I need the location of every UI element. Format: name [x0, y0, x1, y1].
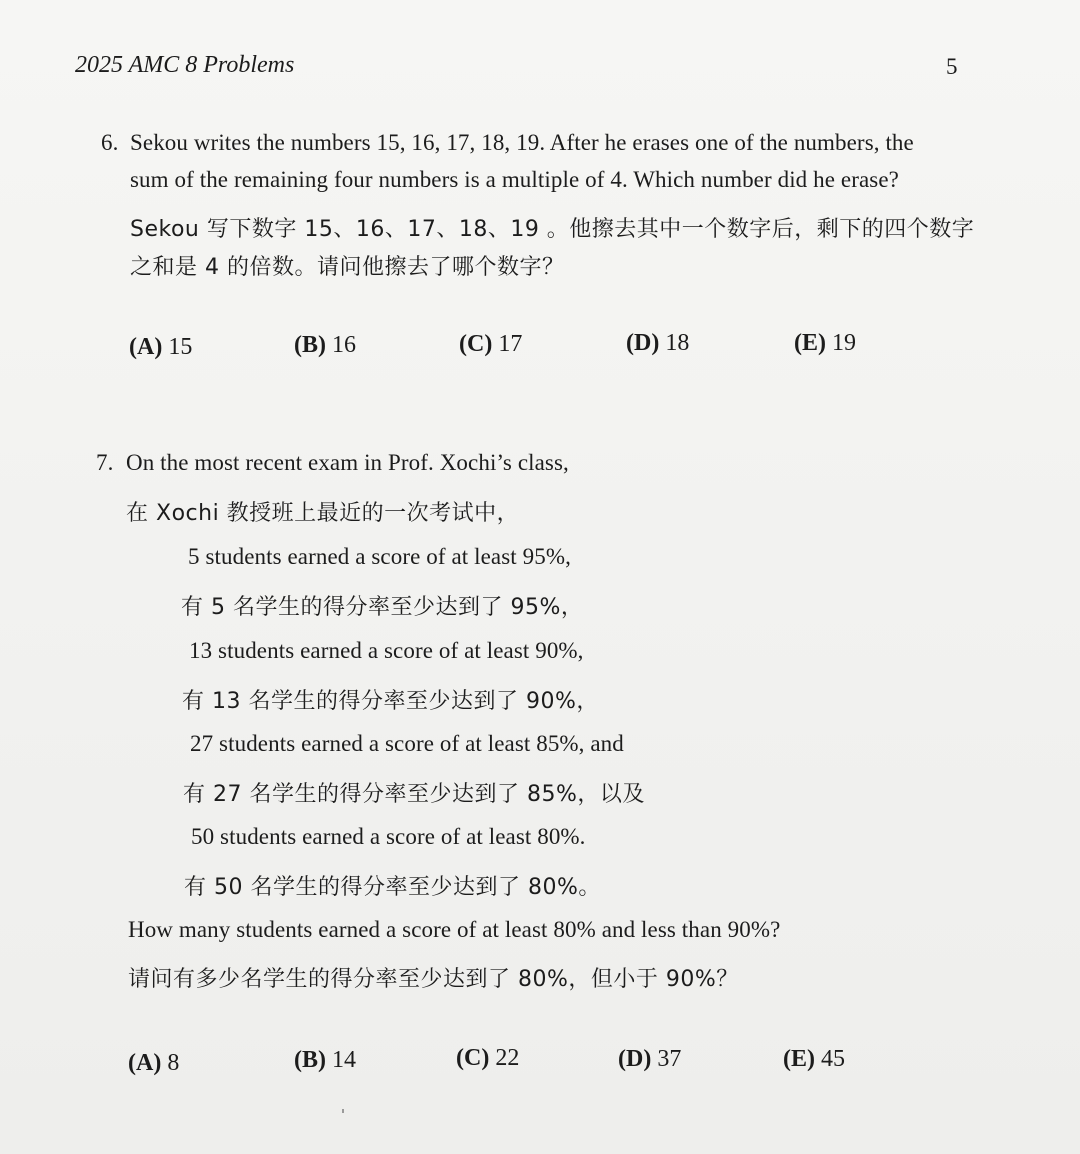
choice-letter: (A) — [128, 1050, 162, 1076]
problem-7-choice-e — [783, 1046, 845, 1073]
problem-7-item-2-translation: 有 13 名学生的得分率至少达到了 90%， — [182, 689, 599, 714]
problem-7-choice-b — [294, 1047, 356, 1074]
problem-6-text-line-1: Sekou writes the numbers 15, 16, 17, 18, 19. After he erases one of the numbers, the — [130, 130, 914, 155]
problem-7-intro: On the most recent exam in Prof. Xochi’s class, — [126, 450, 569, 475]
problem-6-translation-line-1: Sekou 写下数字 15、16、17、18、19 。他擦去其中一个数字后，剩下的四个数字 — [130, 217, 975, 242]
problem-6-translation-line-2: 之和是 4 的倍数。请问他擦去了哪个数字？ — [130, 255, 565, 280]
problem-6-choice-b — [294, 332, 356, 359]
problem-7-number: 7. — [96, 450, 114, 475]
problem-7-choice-d — [618, 1046, 681, 1073]
problem-7-item-3-translation: 有 27 名学生的得分率至少达到了 85%，以及 — [183, 782, 645, 807]
choice-value: 37 — [657, 1046, 682, 1072]
problem-6-choice-d — [626, 330, 689, 357]
choice-value: 19 — [832, 330, 856, 356]
choice-letter: (C) — [459, 331, 493, 357]
problem-7-intro-translation: 在 Xochi 教授班上最近的一次考试中， — [126, 501, 520, 526]
problem-6-choice-c — [459, 331, 522, 358]
problem-7-item-2: 13 students earned a score of at least 90%, — [189, 638, 584, 663]
problem-7-item-4-translation: 有 50 名学生的得分率至少达到了 80%。 — [184, 875, 601, 900]
choice-value: 15 — [168, 334, 193, 360]
problem-7-item-3: 27 students earned a score of at least 85%, and — [190, 731, 624, 756]
stray-mark — [342, 1109, 344, 1113]
choice-letter: (B) — [294, 1047, 326, 1073]
choice-letter: (B) — [294, 332, 326, 358]
problem-7-choice-a — [128, 1050, 179, 1077]
choice-value: 16 — [332, 332, 356, 358]
choice-value: 14 — [332, 1047, 356, 1073]
choice-value: 22 — [495, 1045, 520, 1071]
page-number: 5 — [946, 54, 958, 79]
choice-value: 45 — [821, 1046, 845, 1072]
problem-7-question-translation: 请问有多少名学生的得分率至少达到了 80%，但小于 90%？ — [128, 967, 739, 992]
choice-letter: (E) — [783, 1046, 815, 1072]
choice-value: 18 — [665, 330, 690, 356]
problem-6-choice-e — [794, 330, 856, 357]
problem-7-item-4: 50 students earned a score of at least 80%. — [191, 824, 586, 849]
problem-7-choice-c — [456, 1045, 519, 1072]
choice-letter: (D) — [626, 330, 660, 356]
problem-7-question: How many students earned a score of at least 80% and less than 90%? — [128, 917, 781, 942]
choice-letter: (C) — [456, 1045, 490, 1071]
problem-7-item-1-translation: 有 5 名学生的得分率至少达到了 95%， — [181, 595, 584, 620]
problem-6-choice-a — [129, 334, 192, 361]
choice-letter: (A) — [129, 334, 163, 360]
choice-letter: (E) — [794, 330, 826, 356]
choice-letter: (D) — [618, 1046, 652, 1072]
header-title: 2025 AMC 8 Problems — [75, 52, 295, 78]
problem-7-item-1: 5 students earned a score of at least 95%, — [188, 544, 571, 569]
problem-6-text-line-2: sum of the remaining four numbers is a multiple of 4. Which number did he erase? — [130, 167, 899, 192]
choice-value: 17 — [498, 331, 523, 357]
choice-value: 8 — [167, 1050, 180, 1076]
problem-6-number: 6. — [101, 130, 119, 155]
